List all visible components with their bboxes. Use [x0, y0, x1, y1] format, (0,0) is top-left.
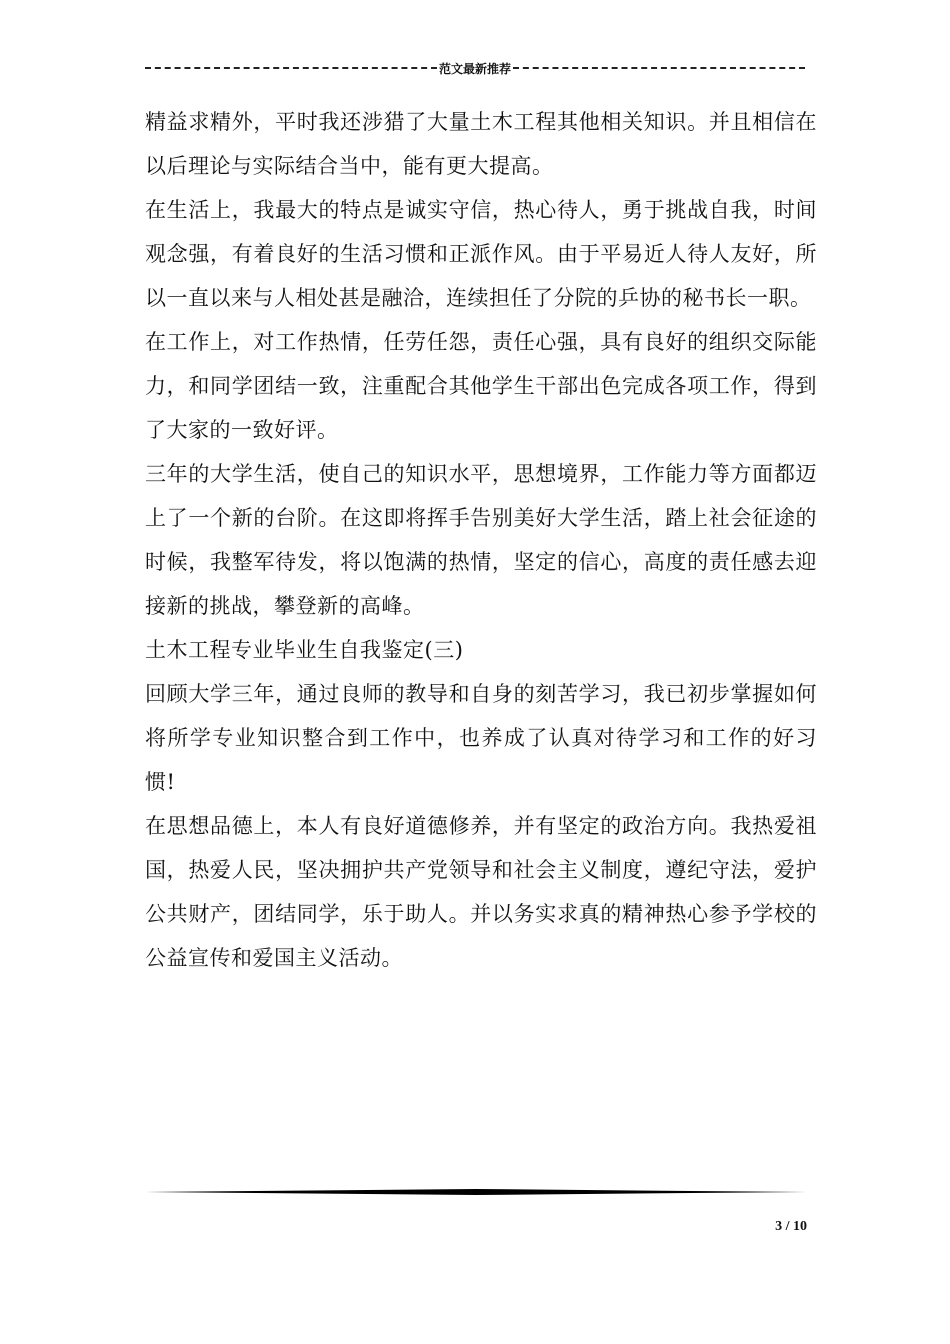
paragraph-summary: 三年的大学生活，使自己的知识水平，思想境界，工作能力等方面都迈上了一个新的台阶。在这即将挥手告别美好大学生活，踏上社会征途的时候，我整军待发，将以饱满的热情，坚定的信心，高度的责任感去迎接新的挑战，攀登新的高峰。 — [145, 462, 817, 618]
paragraph-life: 在生活上，我最大的特点是诚实守信，热心待人，勇于挑战自我，时间观念强，有着良好的生活习惯和正派作风。由于平易近人待人友好，所以一直以来与人相处甚是融洽，连续担任了分院的乒协的秘书长一职。 — [145, 198, 817, 310]
paragraph-study-continued: 精益求精外，平时我还涉猎了大量土木工程其他相关知识。并且相信在以后理论与实际结合当中，能有更大提高。 — [145, 110, 817, 178]
document-body — [145, 100, 817, 980]
paragraph-review: 回顾大学三年，通过良师的教导和自身的刻苦学习，我已初步掌握如何将所学专业知识整合到工作中，也养成了认真对待学习和工作的好习惯! — [145, 682, 817, 794]
page-header — [145, 58, 805, 78]
header-dash-left — [145, 67, 437, 69]
header-dash-right — [513, 67, 805, 69]
section-heading: 土木工程专业毕业生自我鉴定(三) — [145, 638, 464, 662]
paragraph-morality: 在思想品德上，本人有良好道德修养，并有坚定的政治方向。我热爱祖国，热爱人民，坚决拥护共产党领导和社会主义制度，遵纪守法，爱护公共财产，团结同学，乐于助人。并以务实求真的精神热心参予学校的公益宣传和爱国主义活动。 — [145, 814, 817, 970]
paragraph-work: 在工作上，对工作热情，任劳任怨，责任心强，具有良好的组织交际能力，和同学团结一致，注重配合其他学生干部出色完成各项工作，得到了大家的一致好评。 — [145, 330, 817, 442]
footer-rule — [145, 1189, 807, 1195]
page-number: 3 / 10 — [775, 1219, 807, 1234]
header-title: 范文最新推荐 — [439, 61, 512, 76]
